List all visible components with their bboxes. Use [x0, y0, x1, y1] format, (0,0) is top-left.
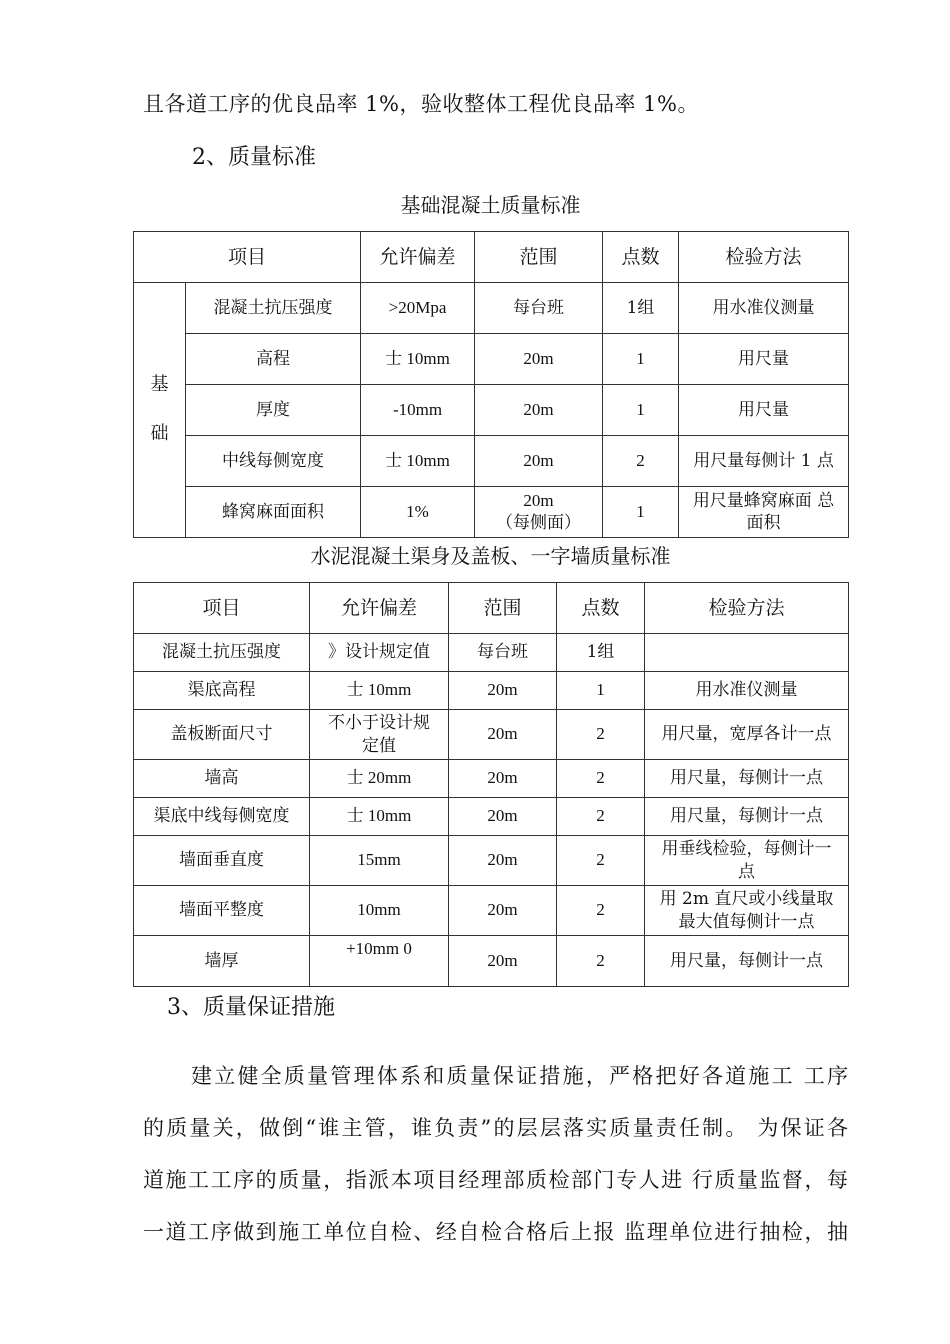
group-label-char: 基	[150, 374, 169, 396]
table-row	[134, 487, 849, 538]
header-item: 项目	[134, 232, 361, 283]
cell-range: 20m	[449, 836, 557, 886]
cell-item: 墙面垂直度	[134, 836, 310, 886]
cell-method: 用尺量	[679, 334, 849, 385]
cell-points: 1	[603, 334, 679, 385]
cell-item: 渠底高程	[134, 672, 310, 710]
cell-points: 2	[557, 886, 645, 936]
cell-item: 混凝土抗压强度	[134, 634, 310, 672]
channel-concrete-table	[133, 582, 849, 987]
table-row	[134, 334, 849, 385]
cell-method-line: 最大值每侧计一点	[678, 911, 815, 932]
cell-method: 用水准仪测量	[679, 283, 849, 334]
header-points: 点数	[603, 232, 679, 283]
table-1-caption: 基础混凝土质量标准	[400, 193, 581, 217]
cell-points: 2	[557, 710, 645, 760]
cell-item: 蜂窝麻面面积	[186, 487, 361, 538]
cell-range: 20m	[449, 672, 557, 710]
paragraph-line: 一道工序做到施工单位自检、经自检合格后上报 监理单位进行抽检，抽	[143, 1220, 848, 1244]
header-item: 项目	[134, 583, 310, 634]
section-2-heading: 2、质量标准	[192, 145, 316, 170]
cell-tolerance: 》设计规定值	[310, 634, 449, 672]
table-row	[134, 886, 849, 936]
cell-range: 20m	[449, 936, 557, 987]
group-label-foundation	[134, 283, 186, 538]
cell-method: 用尺量，每侧计一点	[645, 936, 849, 987]
header-tolerance: 允许偏差	[310, 583, 449, 634]
table-header-row	[134, 232, 849, 283]
cell-points: 2	[557, 798, 645, 836]
cell-method	[645, 886, 849, 936]
intro-line: 且各道工序的优良品率 1%，验收整体工程优良品率 1%。	[143, 92, 699, 116]
cell-points: 2	[557, 760, 645, 798]
cell-range-line: （每侧面）	[496, 513, 582, 533]
table-row	[134, 634, 849, 672]
cell-range: 每台班	[449, 634, 557, 672]
cell-points: 2	[603, 436, 679, 487]
cell-method: 用尺量	[679, 385, 849, 436]
cell-method: 用尺量，宽厚各计一点	[645, 710, 849, 760]
cell-range: 20m	[449, 760, 557, 798]
cell-range	[475, 487, 603, 538]
cell-range: 每台班	[475, 283, 603, 334]
header-method: 检验方法	[679, 232, 849, 283]
cell-item: 墙高	[134, 760, 310, 798]
cell-range: 20m	[449, 710, 557, 760]
cell-range-line: 20m	[523, 490, 554, 510]
cell-method: 用尺量，每侧计一点	[645, 798, 849, 836]
cell-item: 中线每侧宽度	[186, 436, 361, 487]
header-range: 范围	[475, 232, 603, 283]
cell-item: 厚度	[186, 385, 361, 436]
cell-tolerance: >20Mpa	[361, 283, 475, 334]
cell-points: 1组	[603, 283, 679, 334]
cell-tolerance: -10mm	[361, 385, 475, 436]
cell-points: 2	[557, 836, 645, 886]
paragraph-line: 道施工工序的质量，指派本项目经理部质检部门专人进 行质量监督，每	[143, 1168, 848, 1192]
table-row	[134, 385, 849, 436]
cell-method: 用水准仪测量	[645, 672, 849, 710]
cell-points: 2	[557, 936, 645, 987]
cell-item: 盖板断面尺寸	[134, 710, 310, 760]
cell-points: 1	[603, 487, 679, 538]
header-points: 点数	[557, 583, 645, 634]
cell-method-line: 用 2m 直尺或小线量取	[659, 889, 834, 910]
section-3-heading: 3、质量保证措施	[167, 995, 335, 1020]
table-row	[134, 836, 849, 886]
cell-range: 20m	[475, 334, 603, 385]
table-row	[134, 672, 849, 710]
table-row	[134, 283, 849, 334]
cell-method-line: 面积	[746, 513, 781, 533]
table-header-row	[134, 583, 849, 634]
body-paragraph	[143, 1050, 848, 1258]
cell-method-line: 用垂线检验，每侧计一	[661, 839, 832, 860]
cell-tolerance: +10mm 0	[310, 936, 449, 987]
cell-method	[645, 836, 849, 886]
cell-method	[679, 487, 849, 538]
cell-points: 1	[603, 385, 679, 436]
cell-tolerance: 10mm	[310, 886, 449, 936]
cell-tolerance: 士 10mm	[361, 334, 475, 385]
cell-tolerance: 士 10mm	[310, 798, 449, 836]
cell-tolerance: 士 10mm	[310, 672, 449, 710]
table-row	[134, 760, 849, 798]
table-row	[134, 710, 849, 760]
cell-tolerance: 士 10mm	[361, 436, 475, 487]
cell-item: 渠底中线每侧宽度	[134, 798, 310, 836]
cell-method-line: 点	[738, 861, 755, 882]
cell-range: 20m	[449, 886, 557, 936]
cell-item: 混凝土抗压强度	[186, 283, 361, 334]
header-tolerance: 允许偏差	[361, 232, 475, 283]
table-row	[134, 798, 849, 836]
cell-item: 高程	[186, 334, 361, 385]
cell-tolerance: 士 20mm	[310, 760, 449, 798]
cell-tolerance: 1%	[361, 487, 475, 538]
cell-range: 20m	[449, 798, 557, 836]
cell-tolerance-line: 不小于设计规	[328, 713, 430, 734]
table-row	[134, 936, 849, 987]
cell-method-line: 用尺量蜂窝麻面 总	[692, 490, 835, 511]
cell-item: 墙面平整度	[134, 886, 310, 936]
paragraph-line: 的质量关，做倒“谁主管，谁负责”的层层落实质量责任制。 为保证各	[143, 1116, 848, 1140]
foundation-concrete-table	[133, 231, 849, 538]
cell-range: 20m	[475, 385, 603, 436]
cell-method: 用尺量每侧计 1 点	[679, 436, 849, 487]
cell-item: 墙厚	[134, 936, 310, 987]
cell-points: 1组	[557, 634, 645, 672]
group-label-char: 础	[150, 423, 169, 444]
cell-tolerance-line: 定值	[362, 735, 396, 756]
cell-method: 用尺量，每侧计一点	[645, 760, 849, 798]
cell-method	[645, 634, 849, 672]
table-2-caption: 水泥混凝土渠身及盖板、一字墙质量标准	[310, 544, 671, 568]
cell-tolerance: 15mm	[310, 836, 449, 886]
cell-tolerance	[310, 710, 449, 760]
table-row	[134, 436, 849, 487]
cell-range: 20m	[475, 436, 603, 487]
header-range: 范围	[449, 583, 557, 634]
paragraph-line: 建立健全质量管理体系和质量保证措施，严格把好各道施工 工序	[191, 1064, 848, 1088]
cell-points: 1	[557, 672, 645, 710]
header-method: 检验方法	[645, 583, 849, 634]
